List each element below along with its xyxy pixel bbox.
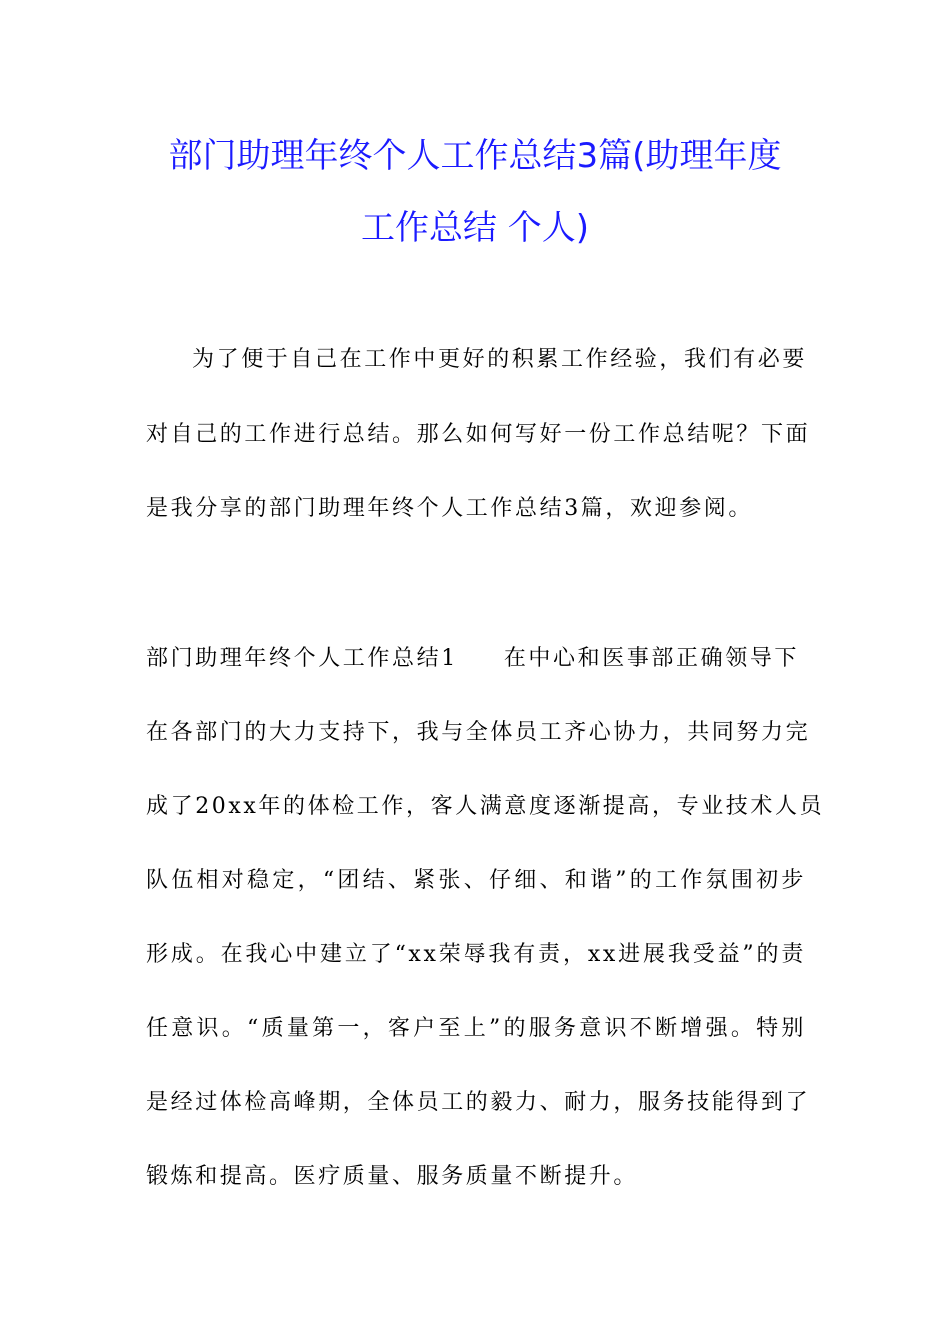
- intro-line-3: 是我分享的部门助理年终个人工作总结3篇，欢迎参阅。: [146, 496, 753, 521]
- section-1-line-1: 在各部门的大力支持下，我与全体员工齐心协力，共同努力完: [146, 720, 811, 745]
- section-1-first-line: [146, 644, 806, 674]
- section-1-line-6: 是经过体检高峰期，全体员工的毅力、耐力，服务技能得到了: [146, 1090, 811, 1115]
- section-1-first-text: 在中心和医事部正确领导下: [503, 646, 800, 671]
- intro-line-1: 为了便于自己在工作中更好的积累工作经验，我们有必要: [192, 347, 808, 372]
- section-1-line-5: 任意识。“质量第一，客户至上”的服务意识不断增强。特别: [146, 1016, 806, 1041]
- section-1-line-2: 成了20xx年的体检工作，客人满意度逐渐提高，专业技术人员: [146, 794, 825, 819]
- section-1-heading: 部门助理年终个人工作总结1: [146, 646, 458, 671]
- section-1-line-7: 锻炼和提高。医疗质量、服务质量不断提升。: [146, 1164, 639, 1189]
- section-1-line-4: 形成。在我心中建立了“xx荣辱我有责，xx进展我受益”的责: [146, 942, 806, 967]
- document-title-line-2: 工作总结 个人): [360, 208, 590, 248]
- document-title-line-1: 部门助理年终个人工作总结3篇(助理年度: [168, 136, 782, 176]
- intro-line-2: 对自己的工作进行总结。那么如何写好一份工作总结呢？下面: [146, 422, 811, 447]
- section-1-line-3: 队伍相对稳定，“团结、紧张、仔细、和谐”的工作氛围初步: [146, 868, 806, 893]
